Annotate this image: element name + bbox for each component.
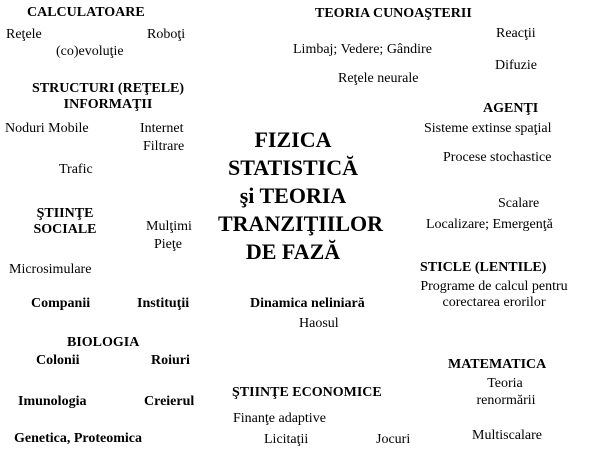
biologia-item: Roiuri — [151, 353, 190, 368]
biologia-item: Genetica, Proteomica — [14, 431, 143, 446]
teoria-cunoasterii-item: Limbaj; Vedere; Gândire — [293, 42, 432, 57]
dinamica-item: Haosul — [299, 316, 339, 331]
matematica-heading: MATEMATICA — [448, 357, 547, 372]
dinamica-heading: Dinamica neliniară — [250, 296, 365, 311]
stiinte-sociale-item: Instituţii — [137, 296, 190, 311]
calculatoare-item: Roboţi — [147, 27, 186, 42]
center-title — [218, 126, 384, 266]
structuri-item: Filtrare — [143, 139, 185, 154]
structuri-heading-line: INFORMAŢII — [63, 97, 153, 113]
stiinte-economice-item: Licitaţii — [264, 432, 309, 447]
agenti-item: Procese stochastice — [443, 150, 552, 165]
agenti-heading: AGENŢI — [483, 101, 539, 116]
center-title-line: TRANZIŢIILOR — [218, 211, 384, 236]
agenti-item: Scalare — [498, 196, 540, 211]
biologia-item: Creierul — [144, 394, 195, 409]
stiinte-sociale-heading — [20, 206, 110, 238]
center-title-line: STATISTICĂ — [227, 155, 358, 180]
matematica-item: Multiscalare — [472, 428, 542, 443]
stiinte-sociale-heading-line: ŞTIINŢE — [36, 206, 94, 221]
stiinte-economice-item: Jocuri — [376, 432, 411, 447]
center-title-line: FIZICA — [254, 127, 332, 152]
calculatoare-heading: CALCULATOARE — [27, 5, 145, 20]
stiinte-sociale-item: Pieţe — [154, 237, 182, 252]
sticle-heading: STICLE (LENTILE) — [420, 260, 547, 275]
biologia-item: Imunologia — [18, 394, 87, 409]
center-title-line: şi TEORIA — [239, 183, 347, 208]
structuri-item: Trafic — [59, 162, 93, 177]
calculatoare-item: Reţele — [6, 27, 42, 42]
stiinte-sociale-item: Companii — [31, 296, 91, 311]
matematica-item: renormării — [476, 393, 536, 408]
agenti-item: Sisteme extinse spaţial — [424, 121, 552, 136]
stiinte-sociale-item: Microsimulare — [9, 262, 92, 277]
sticle-item: corectarea erorilor — [442, 295, 546, 310]
stiinte-economice-heading: ŞTIINŢE ECONOMICE — [232, 385, 382, 400]
sticle-item: Programe de calcul pentru — [420, 279, 568, 294]
center-title-line: DE FAZĂ — [245, 239, 341, 264]
teoria-cunoasterii-heading: TEORIA CUNOAŞTERII — [315, 6, 472, 21]
agenti-item: Localizare; Emergenţă — [426, 217, 553, 232]
structuri-item: Noduri Mobile — [5, 121, 89, 136]
teoria-cunoasterii-item: Reţele neurale — [338, 71, 419, 86]
biologia-heading: BIOLOGIA — [67, 335, 140, 350]
stiinte-sociale-item: Mulţimi — [146, 219, 192, 234]
teoria-cunoasterii-item: Reacţii — [496, 26, 536, 41]
calculatoare-item: (co)evoluţie — [56, 44, 124, 59]
structuri-heading — [8, 81, 208, 113]
biologia-item: Colonii — [36, 353, 80, 368]
stiinte-economice-item: Finanţe adaptive — [233, 411, 326, 426]
matematica-item: Teoria — [487, 376, 523, 391]
structuri-heading-line: STRUCTURI (REŢELE) — [31, 81, 185, 96]
stiinte-sociale-heading-line: SOCIALE — [33, 222, 97, 238]
structuri-item: Internet — [140, 121, 184, 136]
teoria-cunoasterii-item: Difuzie — [495, 58, 537, 73]
